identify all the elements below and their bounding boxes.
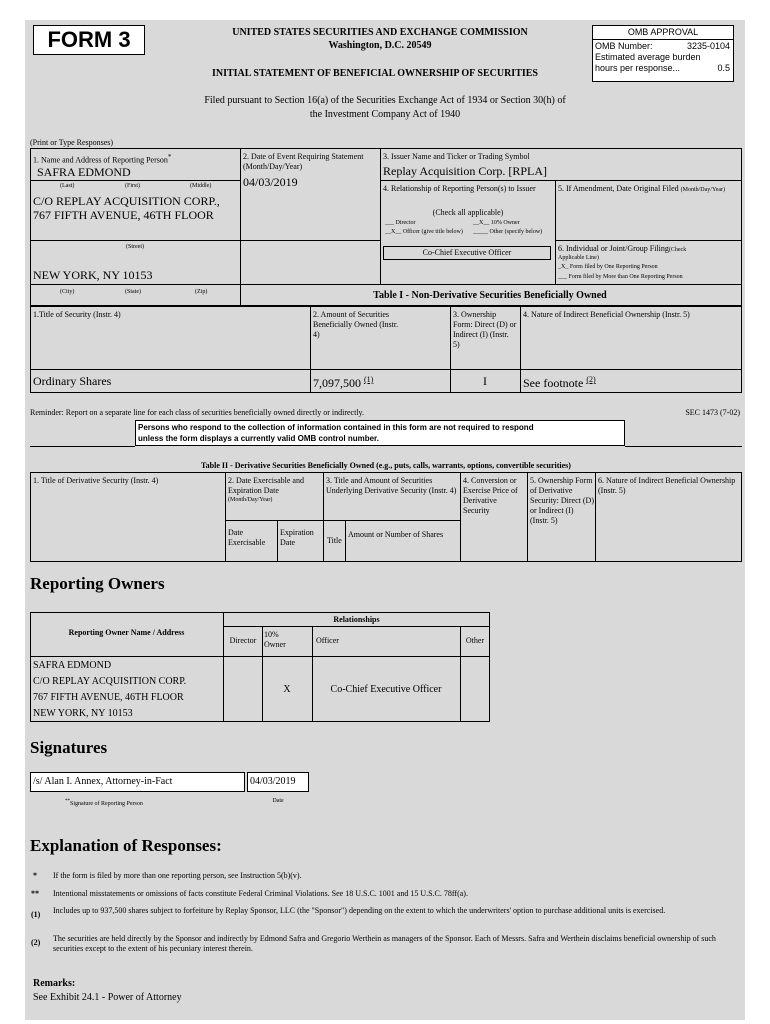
box1-label: [33, 152, 171, 166]
divider: [380, 180, 742, 181]
omb-notice-line2: unless the form displays a currently valid OMB control number.: [138, 434, 379, 443]
signature-marker: **: [65, 799, 70, 804]
form-page: [25, 20, 745, 1020]
signature-value: /s/ Alan I. Annex, Attorney-in-Fact: [33, 776, 173, 787]
divider: [225, 472, 226, 562]
owner-ten-pct-mark: X: [283, 684, 291, 695]
sec-number: SEC 1473 (7-02): [685, 408, 740, 417]
reporting-person-name: SAFRA EDMOND: [37, 165, 131, 179]
table1-col2: 2. Amount of Securities Beneficially Owned (Instr. 4): [313, 310, 399, 339]
one-person-option: _X_ Form filed by One Reporting Person: [558, 264, 658, 270]
event-date: 04/03/2019: [243, 175, 298, 189]
box6-label: [558, 244, 740, 254]
table2-col6: 6. Nature of Indirect Beneficial Ownership (Instr. 5): [598, 476, 736, 495]
table2-col3-b: Amount or Number of Shares: [348, 530, 444, 539]
box6-label-text: 6. Individual or Joint/Group Filing: [558, 244, 669, 253]
table2-col2-sub: (Month/Day/Year): [228, 497, 273, 503]
divider: [223, 626, 490, 627]
table1-col1: 1.Title of Security (Instr. 4): [33, 310, 121, 319]
footnote-link-2[interactable]: (2): [586, 375, 596, 384]
ten-pct-owner-option: __X__ 10% Owner: [473, 220, 520, 226]
table2-col2: 2. Date Exercisable and Expiration Date: [228, 476, 304, 495]
city-label: (City): [60, 289, 75, 295]
table2-col3: 3. Title and Amount of Securities Underlying Derivative Security (Instr. 4): [326, 476, 457, 495]
omb-divider: [592, 39, 734, 40]
divider: [30, 369, 742, 370]
box1-label-text: 1. Name and Address of Reporting Person: [33, 155, 168, 165]
security-amount: [313, 375, 373, 390]
explanation-text-4: The securities are held directly by the Sponsor and indirectly by Edmond Safra and Gregorio Werthein as managers of the Sponsor. Each of Messrs. Safra and Werthein disclaims beneficial ownership of such securities except to the extent of his pecuniary interest therein.: [53, 934, 716, 953]
ownership-nature-value: See footnote: [523, 376, 584, 390]
reminder-text: Reminder: Report on a separate line for each class of securities beneficially owned directly or indirectly.: [30, 408, 365, 417]
divider: [225, 520, 460, 521]
omb-number: 3235-0104: [686, 41, 730, 51]
omb-burden: Estimated average burden: [595, 52, 701, 62]
explanation-mark-4: (2): [31, 938, 41, 947]
officer-header: Officer: [316, 636, 339, 645]
divider: [323, 472, 324, 562]
divider: [310, 306, 311, 393]
reporting-person-address: C/O REPLAY ACQUISITION CORP., 767 FIFTH AVENUE, 46TH FLOOR: [33, 194, 220, 222]
signature-label: [65, 798, 143, 808]
security-title: Ordinary Shares: [33, 374, 112, 388]
ownership-nature: [523, 375, 596, 390]
divider: [345, 520, 346, 562]
officer-option: __X__ Officer (give title below): [385, 229, 463, 235]
table2-col4: 4. Conversion or Exercise Price of Derivative Security: [463, 476, 518, 515]
omb-hours: 0.5: [717, 63, 730, 73]
owner-name-line1: SAFRA EDMOND: [33, 660, 112, 671]
signature-label-text: Signature of Reporting Person: [70, 801, 143, 807]
divider: [30, 656, 490, 657]
last-label: (Last): [60, 183, 75, 189]
divider: [527, 472, 528, 562]
table2-col2-a: Date Exercisable: [228, 528, 266, 547]
footnote-link-1[interactable]: (1): [364, 375, 374, 384]
officer-title: Co-Chief Executive Officer: [422, 248, 512, 257]
divider: [460, 472, 461, 562]
owner-name-line2: C/O REPLAY ACQUISITION CORP.: [33, 676, 187, 687]
box2-label: 2. Date of Event Requiring Statement (Month/Day/Year): [243, 152, 364, 171]
form-title: FORM 3: [47, 27, 131, 52]
box6-check: (Check: [668, 247, 687, 253]
street-label: (Street): [126, 244, 144, 250]
reminder-left-box: [30, 422, 135, 447]
relationships-header: Relationships: [333, 615, 380, 624]
check-all-label: (Check all applicable): [432, 208, 504, 217]
security-amount-value: 7,097,500: [313, 376, 361, 390]
explanation-mark-3: (1): [31, 910, 41, 919]
divider: [555, 240, 742, 241]
remarks-text: See Exhibit 24.1 - Power of Attorney: [33, 992, 182, 1003]
table2-title: Table II - Derivative Securities Beneficially Owned (e.g., puts, calls, warrants, options, convertible securities): [201, 461, 571, 470]
reminder-right-box: [625, 422, 742, 447]
owner-name-line3: 767 FIFTH AVENUE, 46TH FLOOR: [33, 692, 184, 703]
reporting-owners-heading: Reporting Owners: [30, 574, 165, 593]
divider: [223, 612, 224, 722]
other-header: Other: [465, 636, 485, 645]
table1-title: Table I - Non-Derivative Securities Beneficially Owned: [373, 290, 607, 301]
omb-title: OMB APPROVAL: [627, 27, 699, 37]
first-label: (First): [125, 183, 140, 189]
explanation-text-2: Intentional misstatements or omissions of facts constitute Federal Criminal Violations. See 18 U.S.C. 1001 and 15 U.S.C. 78ff(a).: [53, 889, 468, 898]
divider: [555, 180, 556, 284]
divider: [595, 472, 596, 562]
owner-name-line4: NEW YORK, NY 10153: [33, 708, 133, 719]
ten-pct-header: 10% Owner: [264, 630, 286, 649]
agency-name: UNITED STATES SECURITIES AND EXCHANGE COMMISSION: [232, 27, 528, 38]
divider: [380, 148, 381, 284]
omb-hours-label: hours per response...: [595, 63, 681, 73]
owner-name-header: Reporting Owner Name / Address: [68, 628, 185, 637]
agency-location: Washington, D.C. 20549: [328, 40, 432, 51]
reporting-person-city: NEW YORK, NY 10153: [33, 268, 153, 282]
divider: [30, 180, 240, 181]
explanation-text-3: Includes up to 937,500 shares subject to forfeiture by Replay Sponsor, LLC (the "Sponsor") depending on the extent to which the underwriters' option to purchase additional units is exercised.: [53, 906, 666, 915]
box4-label: 4. Relationship of Reporting Person(s) to Issuer: [383, 184, 536, 193]
director-option: ___ Director: [385, 220, 416, 226]
box5-sub: (Month/Day/Year): [680, 187, 726, 193]
divider: [240, 240, 380, 241]
box1-marker: *: [167, 153, 172, 161]
omb-number-label: OMB Number:: [595, 41, 653, 51]
explanation-mark-2: **: [31, 889, 39, 898]
divider: [30, 240, 240, 241]
box5-label: [558, 184, 738, 194]
zip-label: (Zip): [195, 289, 208, 295]
divider: [262, 626, 263, 722]
box3-label: 3. Issuer Name and Ticker or Trading Symbol: [383, 152, 530, 161]
table2-col3-a: Title: [327, 536, 342, 545]
box6-applicable: Applicable Line): [558, 255, 599, 261]
state-label: (State): [125, 289, 141, 295]
other-option: _____ Other (specify below): [473, 229, 543, 235]
print-type: (Print or Type Responses): [30, 138, 114, 147]
ownership-form: I: [483, 374, 487, 388]
table2-col2-b: Expiration Date: [280, 528, 314, 547]
middle-label: (Middle): [190, 183, 212, 189]
filed-pursuant-line2: the Investment Company Act of 1940: [309, 109, 461, 120]
explanation-text-1: If the form is filed by more than one reporting person, see Instruction 5(b)(v).: [53, 871, 302, 880]
table1-col4: 4. Nature of Indirect Beneficial Ownership (Instr. 5): [523, 310, 690, 319]
signature-date: 04/03/2019: [250, 776, 296, 787]
statement-title: INITIAL STATEMENT OF BENEFICIAL OWNERSHIP OF SECURITIES: [211, 68, 538, 79]
box5-label-text: 5. If Amendment, Date Original Filed: [558, 184, 679, 193]
remarks-label: Remarks:: [33, 978, 76, 989]
table2-col5: 5. Ownership Form of Derivative Security: Direct (D) or Indirect (I) (Instr. 5): [530, 476, 594, 525]
divider: [312, 626, 313, 722]
filed-pursuant-line1: Filed pursuant to Section 16(a) of the Securities Exchange Act of 1934 or Section 30(h) of: [204, 95, 566, 106]
signature-date-label: Date: [272, 798, 284, 804]
explanation-heading: Explanation of Responses:: [30, 836, 222, 855]
table1-col3: 3. Ownership Form: Direct (D) or Indirect (I) (Instr. 5): [453, 310, 517, 349]
table2-col1: 1. Title of Derivative Security (Instr. 4): [33, 476, 159, 485]
divider: [520, 306, 521, 393]
director-header: Director: [229, 636, 257, 645]
signatures-heading: Signatures: [30, 738, 108, 757]
multi-person-option: ___ Form filed by More than One Reporting Person: [558, 274, 683, 280]
owner-officer-title: Co-Chief Executive Officer: [330, 684, 442, 695]
divider: [240, 148, 241, 306]
divider: [277, 520, 278, 562]
omb-notice-line1: Persons who respond to the collection of information contained in this form are not required to respond: [138, 423, 534, 432]
divider: [30, 284, 742, 285]
issuer-name: Replay Acquisition Corp. [RPLA]: [383, 164, 547, 178]
explanation-mark-1: *: [33, 871, 37, 880]
